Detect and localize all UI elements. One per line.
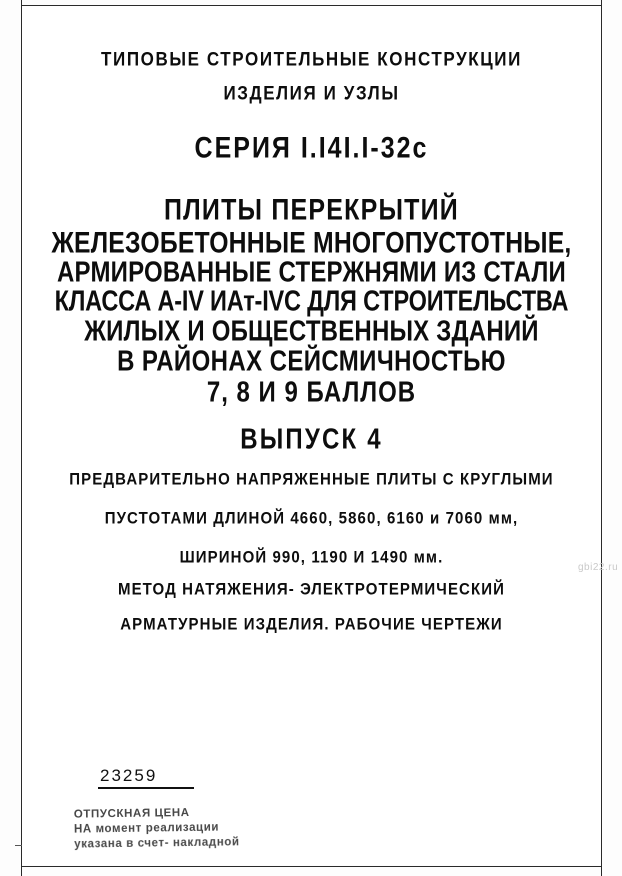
description-line-1: ПРЕДВАРИТЕЛЬНО НАПРЯЖЕННЫЕ ПЛИТЫ С КРУГЛЫМИ [69, 470, 554, 489]
watermark: gbi22.ru [578, 562, 619, 573]
document-code-underline [98, 787, 194, 789]
price-stamp [74, 804, 305, 852]
header-line-2: ИЗДЕЛИЯ И УЗЛЫ [223, 82, 400, 105]
title-line-3: АРМИРОВАННЫЕ СТЕРЖНЯМИ ИЗ СТАЛИ [57, 256, 566, 289]
description-line-5: АРМАТУРНЫЕ ИЗДЕЛИЯ. РАБОЧИЕ ЧЕРТЕЖИ [120, 615, 503, 634]
title-line-2: ЖЕЛЕЗОБЕТОННЫЕ МНОГОПУСТОТНЫЕ, [51, 226, 572, 260]
issue-number: ВЫПУСК 4 [240, 423, 383, 456]
document-code-block [82, 766, 242, 789]
price-stamp-line-1: ОТПУСКНАЯ ЦЕНА [73, 806, 190, 821]
price-stamp-line-2: НА момент реализации [73, 821, 220, 836]
description-line-2: ПУСТОТАМИ ДЛИНОЙ 4660, 5860, 6160 и 7060 мм, [104, 509, 519, 528]
document-code: 23259 [100, 766, 158, 785]
document-content [22, 6, 619, 865]
price-stamp-line-3: указана в счет- накладной [74, 836, 240, 851]
page-border-bottom [21, 866, 602, 867]
description-line-3: ШИРИНОЙ 990, 1190 И 1490 мм. [179, 548, 444, 567]
series-number: СЕРИЯ I.I4I.I-32с [194, 131, 429, 165]
title-line-4: КЛАССА А-IV ИАт-IVС ДЛЯ СТРОИТЕЛЬСТВА [54, 285, 569, 318]
page-border-right [601, 0, 602, 876]
description-line-4: МЕТОД НАТЯЖЕНИЯ- ЭЛЕКТРОТЕРМИЧЕСКИЙ [117, 580, 506, 599]
page-edge-tick [15, 845, 22, 846]
title-line-6: В РАЙОНАХ СЕЙСМИЧНОСТЬЮ [117, 345, 506, 378]
title-line-1: ПЛИТЫ ПЕРЕКРЫТИЙ [164, 193, 459, 227]
title-line-5: ЖИЛЫХ И ОБЩЕСТВЕННЫХ ЗДАНИЙ [84, 315, 539, 348]
title-line-7: 7, 8 И 9 БАЛЛОВ [206, 376, 417, 409]
header-line-1: ТИПОВЫЕ СТРОИТЕЛЬНЫЕ КОНСТРУКЦИИ [101, 48, 522, 71]
